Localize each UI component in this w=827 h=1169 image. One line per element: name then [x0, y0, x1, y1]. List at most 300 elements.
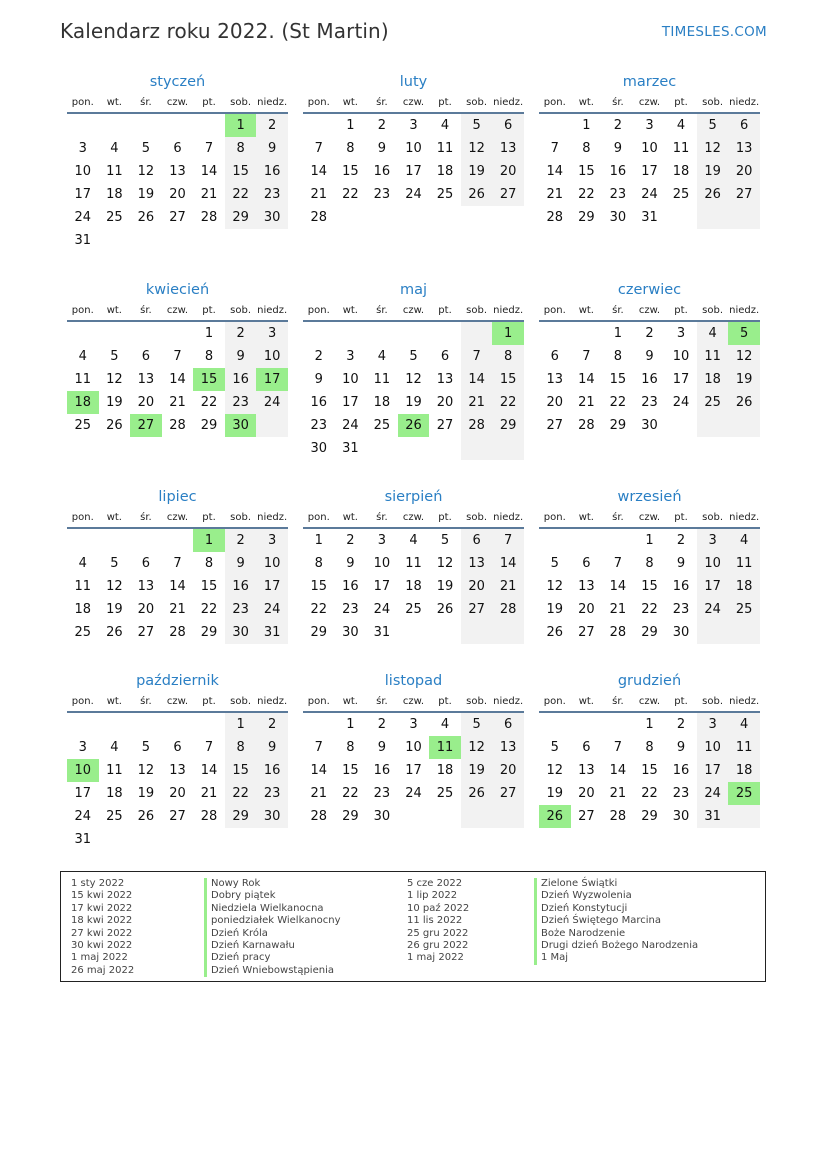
day-cell[interactable]: 15	[578, 164, 595, 179]
day-cell[interactable]: 30	[672, 625, 690, 640]
day-cell[interactable]: 2	[225, 529, 257, 552]
day-cell[interactable]: 16	[256, 759, 288, 782]
day-cell[interactable]: 20	[137, 395, 155, 410]
day-cell[interactable]: 25	[436, 786, 454, 801]
day-cell[interactable]: 9	[256, 137, 288, 160]
day-cell[interactable]: 19	[106, 395, 123, 410]
day-cell[interactable]: 30	[672, 809, 690, 824]
day-cell[interactable]: 21	[310, 187, 328, 202]
day-cell[interactable]: 23	[256, 183, 288, 206]
day-cell[interactable]: 25	[728, 782, 760, 805]
day-cell[interactable]: 11	[436, 141, 454, 156]
day-cell[interactable]: 3	[256, 322, 288, 345]
day-cell[interactable]: 4	[676, 118, 686, 133]
day-cell[interactable]: 20	[546, 395, 564, 410]
day-cell[interactable]: 23	[225, 598, 257, 621]
day-cell[interactable]: 29	[492, 414, 524, 437]
day-cell[interactable]: 6	[492, 114, 524, 137]
day-cell[interactable]: 12	[461, 736, 493, 759]
day-cell[interactable]: 10	[405, 141, 422, 156]
day-cell[interactable]: 24	[256, 391, 288, 414]
day-cell[interactable]: 6	[173, 141, 182, 156]
day-cell[interactable]: 9	[676, 556, 686, 571]
day-cell[interactable]: 5	[110, 556, 119, 571]
day-cell[interactable]: 23	[641, 395, 658, 410]
day-cell[interactable]: 15	[200, 579, 218, 594]
day-cell[interactable]: 24	[373, 602, 391, 617]
day-cell[interactable]: 10	[641, 141, 658, 156]
day-cell[interactable]: 28	[609, 809, 627, 824]
day-cell[interactable]: 28	[609, 625, 627, 640]
day-cell[interactable]: 26	[436, 602, 454, 617]
day-cell[interactable]: 18	[373, 395, 391, 410]
day-cell[interactable]: 31	[373, 625, 391, 640]
day-cell[interactable]: 19	[106, 602, 123, 617]
day-cell[interactable]: 27	[169, 809, 186, 824]
day-cell[interactable]: 18	[106, 187, 123, 202]
day-cell[interactable]: 5	[550, 740, 559, 755]
day-cell[interactable]: 21	[609, 602, 627, 617]
day-cell[interactable]: 15	[492, 368, 524, 391]
day-cell[interactable]: 10	[405, 740, 422, 755]
day-cell[interactable]: 28	[200, 210, 218, 225]
day-cell[interactable]: 7	[613, 556, 623, 571]
day-cell[interactable]: 25	[106, 809, 123, 824]
day-cell[interactable]: 22	[310, 602, 328, 617]
day-cell[interactable]: 27	[578, 809, 595, 824]
day-cell[interactable]: 31	[74, 832, 92, 847]
day-cell[interactable]: 22	[225, 183, 257, 206]
day-cell[interactable]: 27	[492, 183, 524, 206]
day-cell[interactable]: 9	[645, 349, 654, 364]
day-cell[interactable]: 8	[314, 556, 323, 571]
day-cell[interactable]: 2	[645, 326, 654, 341]
day-cell[interactable]: 26	[137, 210, 155, 225]
day-cell[interactable]: 3	[78, 740, 87, 755]
day-cell[interactable]: 17	[641, 164, 658, 179]
day-cell[interactable]: 14	[609, 763, 627, 778]
day-cell[interactable]: 23	[256, 782, 288, 805]
day-cell[interactable]: 8	[204, 349, 214, 364]
day-cell[interactable]: 18	[728, 575, 760, 598]
day-cell[interactable]: 16	[342, 579, 359, 594]
day-cell[interactable]: 11	[74, 579, 92, 594]
day-cell[interactable]: 19	[405, 395, 422, 410]
day-cell[interactable]: 13	[492, 736, 524, 759]
day-cell[interactable]: 15	[342, 164, 359, 179]
day-cell[interactable]: 20	[137, 602, 155, 617]
day-cell[interactable]: 7	[550, 141, 559, 156]
day-cell[interactable]: 16	[225, 368, 257, 391]
day-cell[interactable]: 11	[429, 736, 461, 759]
day-cell[interactable]: 26	[106, 418, 123, 433]
day-cell[interactable]: 16	[641, 372, 658, 387]
day-cell[interactable]: 18	[106, 786, 123, 801]
day-cell[interactable]: 14	[492, 552, 524, 575]
day-cell[interactable]: 19	[728, 368, 760, 391]
day-cell[interactable]: 1	[582, 118, 591, 133]
day-cell[interactable]: 19	[697, 160, 729, 183]
day-cell[interactable]: 17	[405, 763, 422, 778]
day-cell[interactable]: 11	[106, 763, 123, 778]
day-cell[interactable]: 10	[74, 164, 92, 179]
day-cell[interactable]: 9	[314, 372, 323, 387]
day-cell[interactable]: 9	[225, 552, 257, 575]
day-cell[interactable]: 13	[436, 372, 454, 387]
day-cell[interactable]: 11	[405, 556, 422, 571]
day-cell[interactable]: 13	[169, 763, 186, 778]
day-cell[interactable]: 21	[200, 786, 218, 801]
day-cell[interactable]: 27	[492, 782, 524, 805]
day-cell[interactable]: 12	[546, 763, 564, 778]
day-cell[interactable]: 8	[645, 740, 654, 755]
day-cell[interactable]: 23	[373, 187, 391, 202]
day-cell[interactable]: 2	[676, 533, 686, 548]
day-cell[interactable]: 10	[342, 372, 359, 387]
day-cell[interactable]: 25	[74, 418, 92, 433]
day-cell[interactable]: 1	[225, 114, 257, 137]
day-cell[interactable]: 17	[405, 164, 422, 179]
day-cell[interactable]: 17	[373, 579, 391, 594]
day-cell[interactable]: 17	[256, 575, 288, 598]
day-cell[interactable]: 9	[676, 740, 686, 755]
day-cell[interactable]: 3	[676, 326, 686, 341]
day-cell[interactable]: 26	[106, 625, 123, 640]
day-cell[interactable]: 30	[373, 809, 391, 824]
day-cell[interactable]: 1	[314, 533, 323, 548]
day-cell[interactable]: 20	[492, 160, 524, 183]
day-cell[interactable]: 2	[256, 114, 288, 137]
day-cell[interactable]: 9	[256, 736, 288, 759]
day-cell[interactable]: 22	[641, 786, 658, 801]
day-cell[interactable]: 8	[346, 141, 355, 156]
day-cell[interactable]: 5	[728, 322, 760, 345]
day-cell[interactable]: 26	[461, 183, 493, 206]
day-cell[interactable]: 10	[256, 552, 288, 575]
day-cell[interactable]: 28	[492, 598, 524, 621]
day-cell[interactable]: 3	[78, 141, 87, 156]
day-cell[interactable]: 1	[492, 322, 524, 345]
day-cell[interactable]: 24	[697, 598, 729, 621]
day-cell[interactable]: 13	[137, 372, 155, 387]
day-cell[interactable]: 19	[546, 602, 564, 617]
day-cell[interactable]: 12	[106, 579, 123, 594]
day-cell[interactable]: 2	[256, 713, 288, 736]
day-cell[interactable]: 26	[398, 414, 430, 437]
day-cell[interactable]: 6	[492, 713, 524, 736]
day-cell[interactable]: 1	[645, 533, 654, 548]
day-cell[interactable]: 24	[74, 809, 92, 824]
day-cell[interactable]: 29	[641, 625, 658, 640]
day-cell[interactable]: 4	[409, 533, 418, 548]
day-cell[interactable]: 7	[173, 556, 182, 571]
day-cell[interactable]: 18	[74, 602, 92, 617]
day-cell[interactable]: 3	[346, 349, 355, 364]
day-cell[interactable]: 12	[461, 137, 493, 160]
day-cell[interactable]: 22	[225, 782, 257, 805]
day-cell[interactable]: 23	[609, 187, 627, 202]
day-cell[interactable]: 25	[672, 187, 690, 202]
day-cell[interactable]: 21	[546, 187, 564, 202]
day-cell[interactable]: 29	[342, 809, 359, 824]
day-cell[interactable]: 19	[436, 579, 454, 594]
day-cell[interactable]: 14	[200, 164, 218, 179]
day-cell[interactable]: 25	[74, 625, 92, 640]
day-cell[interactable]: 21	[578, 395, 595, 410]
day-cell[interactable]: 7	[314, 740, 323, 755]
day-cell[interactable]: 25	[436, 187, 454, 202]
day-cell[interactable]: 14	[578, 372, 595, 387]
day-cell[interactable]: 1	[613, 326, 623, 341]
day-cell[interactable]: 3	[697, 713, 729, 736]
day-cell[interactable]: 1	[346, 118, 355, 133]
day-cell[interactable]: 15	[225, 160, 257, 183]
day-cell[interactable]: 28	[169, 625, 186, 640]
day-cell[interactable]: 6	[550, 349, 559, 364]
day-cell[interactable]: 22	[342, 786, 359, 801]
day-cell[interactable]: 17	[74, 786, 92, 801]
day-cell[interactable]: 22	[609, 395, 627, 410]
day-cell[interactable]: 26	[539, 805, 571, 828]
day-cell[interactable]: 30	[256, 206, 288, 229]
day-cell[interactable]: 15	[641, 579, 658, 594]
day-cell[interactable]: 5	[440, 533, 450, 548]
day-cell[interactable]: 13	[137, 579, 155, 594]
day-cell[interactable]: 25	[728, 598, 760, 621]
day-cell[interactable]: 26	[728, 391, 760, 414]
day-cell[interactable]: 23	[672, 602, 690, 617]
day-cell[interactable]: 23	[672, 786, 690, 801]
day-cell[interactable]: 27	[436, 418, 454, 433]
day-cell[interactable]: 12	[436, 556, 454, 571]
day-cell[interactable]: 10	[697, 552, 729, 575]
day-cell[interactable]: 23	[310, 418, 328, 433]
day-cell[interactable]: 16	[672, 763, 690, 778]
day-cell[interactable]: 29	[578, 210, 595, 225]
day-cell[interactable]: 18	[672, 164, 690, 179]
day-cell[interactable]: 23	[225, 391, 257, 414]
day-cell[interactable]: 18	[436, 763, 454, 778]
day-cell[interactable]: 29	[609, 418, 627, 433]
day-cell[interactable]: 17	[697, 759, 729, 782]
day-cell[interactable]: 31	[697, 805, 729, 828]
day-cell[interactable]: 24	[256, 598, 288, 621]
day-cell[interactable]: 9	[377, 141, 387, 156]
day-cell[interactable]: 18	[67, 391, 99, 414]
day-cell[interactable]: 29	[200, 625, 218, 640]
day-cell[interactable]: 13	[728, 137, 760, 160]
day-cell[interactable]: 7	[461, 345, 493, 368]
day-cell[interactable]: 5	[461, 713, 493, 736]
day-cell[interactable]: 2	[225, 322, 257, 345]
day-cell[interactable]: 14	[609, 579, 627, 594]
day-cell[interactable]: 18	[405, 579, 422, 594]
day-cell[interactable]: 21	[200, 187, 218, 202]
day-cell[interactable]: 21	[310, 786, 328, 801]
day-cell[interactable]: 3	[645, 118, 654, 133]
day-cell[interactable]: 28	[461, 414, 493, 437]
day-cell[interactable]: 8	[225, 137, 257, 160]
day-cell[interactable]: 12	[728, 345, 760, 368]
day-cell[interactable]: 14	[461, 368, 493, 391]
day-cell[interactable]: 6	[728, 114, 760, 137]
day-cell[interactable]: 14	[310, 164, 328, 179]
day-cell[interactable]: 29	[641, 809, 658, 824]
day-cell[interactable]: 22	[200, 602, 218, 617]
day-cell[interactable]: 24	[405, 786, 422, 801]
day-cell[interactable]: 6	[582, 740, 591, 755]
day-cell[interactable]: 14	[169, 579, 186, 594]
day-cell[interactable]: 22	[342, 187, 359, 202]
day-cell[interactable]: 4	[78, 556, 87, 571]
day-cell[interactable]: 16	[256, 160, 288, 183]
day-cell[interactable]: 29	[225, 805, 257, 828]
day-cell[interactable]: 22	[578, 187, 595, 202]
day-cell[interactable]: 30	[225, 414, 257, 437]
day-cell[interactable]: 10	[256, 345, 288, 368]
day-cell[interactable]: 12	[106, 372, 123, 387]
day-cell[interactable]: 7	[173, 349, 182, 364]
day-cell[interactable]: 8	[204, 556, 214, 571]
day-cell[interactable]: 4	[110, 740, 119, 755]
day-cell[interactable]: 29	[310, 625, 328, 640]
day-cell[interactable]: 19	[461, 160, 493, 183]
day-cell[interactable]: 20	[169, 187, 186, 202]
day-cell[interactable]: 1	[204, 326, 214, 341]
day-cell[interactable]: 27	[137, 625, 155, 640]
day-cell[interactable]: 6	[582, 556, 591, 571]
day-cell[interactable]: 19	[137, 786, 155, 801]
day-cell[interactable]: 11	[728, 552, 760, 575]
day-cell[interactable]: 20	[728, 160, 760, 183]
day-cell[interactable]: 3	[256, 529, 288, 552]
day-cell[interactable]: 9	[613, 141, 623, 156]
day-cell[interactable]: 28	[200, 809, 218, 824]
day-cell[interactable]: 13	[461, 552, 493, 575]
day-cell[interactable]: 7	[613, 740, 623, 755]
day-cell[interactable]: 26	[697, 183, 729, 206]
day-cell[interactable]: 26	[546, 625, 564, 640]
day-cell[interactable]: 13	[578, 579, 595, 594]
day-cell[interactable]: 3	[697, 529, 729, 552]
day-cell[interactable]: 15	[641, 763, 658, 778]
day-cell[interactable]: 19	[461, 759, 493, 782]
day-cell[interactable]: 10	[697, 736, 729, 759]
day-cell[interactable]: 2	[377, 717, 387, 732]
day-cell[interactable]: 2	[377, 118, 387, 133]
day-cell[interactable]: 6	[173, 740, 182, 755]
day-cell[interactable]: 31	[342, 441, 359, 456]
day-cell[interactable]: 11	[74, 372, 92, 387]
day-cell[interactable]: 8	[346, 740, 355, 755]
day-cell[interactable]: 4	[728, 529, 760, 552]
day-cell[interactable]: 12	[405, 372, 422, 387]
day-cell[interactable]: 15	[609, 372, 627, 387]
day-cell[interactable]: 21	[169, 395, 186, 410]
day-cell[interactable]: 9	[346, 556, 355, 571]
day-cell[interactable]: 17	[697, 575, 729, 598]
day-cell[interactable]: 15	[225, 759, 257, 782]
day-cell[interactable]: 5	[141, 141, 151, 156]
brand-link[interactable]: TIMESLES.COM	[661, 24, 767, 40]
day-cell[interactable]: 7	[204, 141, 214, 156]
day-cell[interactable]: 11	[697, 345, 729, 368]
day-cell[interactable]: 27	[546, 418, 564, 433]
day-cell[interactable]: 4	[78, 349, 87, 364]
day-cell[interactable]: 28	[310, 809, 328, 824]
day-cell[interactable]: 28	[169, 418, 186, 433]
day-cell[interactable]: 21	[461, 391, 493, 414]
day-cell[interactable]: 28	[310, 210, 328, 225]
day-cell[interactable]: 18	[728, 759, 760, 782]
day-cell[interactable]: 4	[440, 717, 450, 732]
day-cell[interactable]: 8	[645, 556, 654, 571]
day-cell[interactable]: 16	[225, 575, 257, 598]
day-cell[interactable]: 23	[373, 786, 391, 801]
day-cell[interactable]: 7	[582, 349, 591, 364]
day-cell[interactable]: 5	[409, 349, 418, 364]
day-cell[interactable]: 1	[193, 529, 225, 552]
day-cell[interactable]: 4	[377, 349, 387, 364]
day-cell[interactable]: 14	[310, 763, 328, 778]
day-cell[interactable]: 20	[578, 786, 595, 801]
day-cell[interactable]: 20	[578, 602, 595, 617]
day-cell[interactable]: 12	[697, 137, 729, 160]
day-cell[interactable]: 8	[492, 345, 524, 368]
day-cell[interactable]: 16	[310, 395, 328, 410]
day-cell[interactable]: 6	[440, 349, 450, 364]
day-cell[interactable]: 22	[492, 391, 524, 414]
day-cell[interactable]: 27	[169, 210, 186, 225]
day-cell[interactable]: 6	[141, 556, 151, 571]
day-cell[interactable]: 16	[373, 763, 391, 778]
day-cell[interactable]: 14	[200, 763, 218, 778]
day-cell[interactable]: 5	[697, 114, 729, 137]
day-cell[interactable]: 1	[645, 717, 654, 732]
day-cell[interactable]: 30	[641, 418, 658, 433]
day-cell[interactable]: 28	[578, 418, 595, 433]
day-cell[interactable]: 27	[130, 414, 162, 437]
day-cell[interactable]: 5	[550, 556, 559, 571]
day-cell[interactable]: 29	[200, 418, 218, 433]
day-cell[interactable]: 1	[346, 717, 355, 732]
day-cell[interactable]: 20	[492, 759, 524, 782]
day-cell[interactable]: 24	[697, 782, 729, 805]
day-cell[interactable]: 2	[676, 717, 686, 732]
day-cell[interactable]: 5	[461, 114, 493, 137]
day-cell[interactable]: 12	[137, 164, 155, 179]
day-cell[interactable]: 7	[314, 141, 323, 156]
day-cell[interactable]: 4	[697, 322, 729, 345]
day-cell[interactable]: 7	[492, 529, 524, 552]
day-cell[interactable]: 30	[609, 210, 627, 225]
day-cell[interactable]: 7	[204, 740, 214, 755]
day-cell[interactable]: 2	[346, 533, 355, 548]
day-cell[interactable]: 30	[256, 805, 288, 828]
day-cell[interactable]: 15	[193, 368, 225, 391]
day-cell[interactable]: 6	[461, 529, 493, 552]
day-cell[interactable]: 3	[377, 533, 387, 548]
day-cell[interactable]: 24	[641, 187, 658, 202]
day-cell[interactable]: 28	[546, 210, 564, 225]
day-cell[interactable]: 25	[106, 210, 123, 225]
day-cell[interactable]: 13	[169, 164, 186, 179]
day-cell[interactable]: 18	[697, 368, 729, 391]
day-cell[interactable]: 4	[728, 713, 760, 736]
day-cell[interactable]: 27	[461, 598, 493, 621]
day-cell[interactable]: 14	[169, 372, 186, 387]
day-cell[interactable]: 23	[342, 602, 359, 617]
